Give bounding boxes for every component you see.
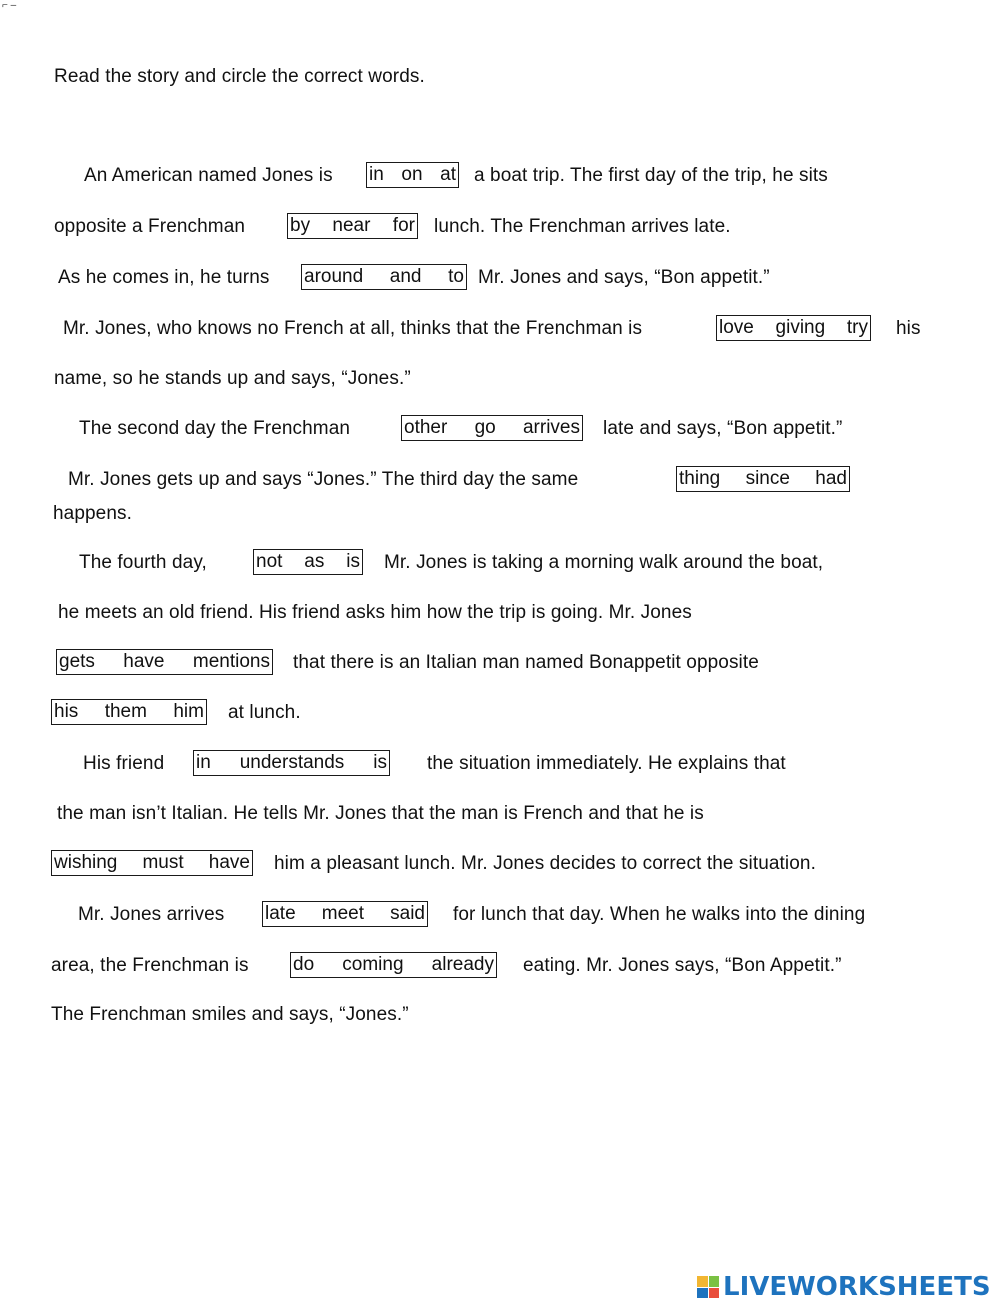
word-option[interactable]: at	[440, 163, 456, 185]
word-option[interactable]: thing	[679, 467, 721, 489]
story-text: name, so he stands up and says, “Jones.”	[54, 368, 411, 389]
story-text: him a pleasant lunch. Mr. Jones decides to correct the situation.	[274, 853, 816, 874]
word-option[interactable]: other	[404, 416, 448, 438]
story-text: area, the Frenchman is	[51, 955, 249, 976]
story-text: eating. Mr. Jones says, “Bon Appetit.”	[523, 955, 842, 976]
story-text: he meets an old friend. His friend asks him how the trip is going. Mr. Jones	[58, 602, 692, 623]
word-choice-box[interactable]	[262, 901, 428, 927]
word-choice-box[interactable]	[290, 952, 497, 978]
word-option[interactable]: go	[474, 416, 496, 438]
word-option[interactable]: do	[293, 953, 315, 975]
word-option[interactable]: have	[123, 650, 165, 672]
word-option[interactable]: love	[719, 316, 754, 338]
word-choice-box[interactable]	[51, 850, 253, 876]
story-text: His friend	[83, 753, 165, 774]
brand-name: LIVEWORKSHEETS	[723, 1272, 991, 1302]
word-option[interactable]: his	[54, 700, 79, 722]
story-text: that there is an Italian man named Bonappetit opposite	[293, 652, 759, 673]
word-option[interactable]: mentions	[192, 650, 270, 672]
story-text: The second day the Frenchman	[79, 418, 351, 439]
word-option[interactable]: coming	[342, 953, 404, 975]
story-text: at lunch.	[228, 702, 301, 723]
liveworksheets-icon	[697, 1276, 719, 1298]
word-option[interactable]: late	[265, 902, 296, 924]
word-choice-box[interactable]	[366, 162, 459, 188]
word-choice-box[interactable]	[56, 649, 273, 675]
word-option[interactable]: must	[142, 851, 184, 873]
word-option[interactable]: have	[208, 851, 250, 873]
story-text: Mr. Jones is taking a morning walk around the boat,	[384, 552, 824, 573]
story-text: happens.	[53, 503, 132, 524]
word-option[interactable]: giving	[775, 316, 826, 338]
word-option[interactable]: try	[846, 316, 868, 338]
word-option[interactable]: to	[448, 265, 464, 287]
word-option[interactable]: in	[196, 751, 211, 773]
word-option[interactable]: him	[173, 700, 204, 722]
story-text: Mr. Jones gets up and says “Jones.” The third day the same	[68, 469, 579, 490]
story-text: As he comes in, he turns	[58, 267, 270, 288]
word-option[interactable]: is	[346, 550, 360, 572]
story-text: for lunch that day. When he walks into the dining	[453, 904, 866, 925]
word-option[interactable]: for	[392, 214, 415, 236]
word-option[interactable]: and	[389, 265, 422, 287]
word-option[interactable]: since	[745, 467, 790, 489]
story-text: his	[896, 318, 921, 339]
word-option[interactable]: meet	[321, 902, 365, 924]
story-text: the situation immediately. He explains that	[427, 753, 786, 774]
story-text: An American named Jones is	[84, 165, 333, 186]
story-text: a boat trip. The first day of the trip, he sits	[474, 165, 828, 186]
word-choice-box[interactable]	[401, 415, 583, 441]
word-option[interactable]: as	[304, 550, 325, 572]
story-text: Mr. Jones, who knows no French at all, thinks that the Frenchman is	[63, 318, 643, 339]
word-option[interactable]: arrives	[522, 416, 580, 438]
word-option[interactable]: is	[373, 751, 387, 773]
instructions: Read the story and circle the correct words.	[54, 66, 425, 87]
word-choice-box[interactable]	[676, 466, 850, 492]
story-text: Mr. Jones and says, “Bon appetit.”	[478, 267, 770, 288]
story-text: the man isn’t Italian. He tells Mr. Jones that the man is French and that he is	[57, 803, 704, 824]
liveworksheets-logo	[697, 1272, 991, 1302]
word-option[interactable]: on	[401, 163, 423, 185]
word-option[interactable]: wishing	[54, 851, 118, 873]
word-choice-box[interactable]	[253, 549, 363, 575]
word-choice-box[interactable]	[287, 213, 418, 239]
word-option[interactable]: near	[332, 214, 371, 236]
story-text: lunch. The Frenchman arrives late.	[434, 216, 731, 237]
story-text: late and says, “Bon appetit.”	[603, 418, 843, 439]
word-option[interactable]: understands	[239, 751, 345, 773]
word-option[interactable]: around	[304, 265, 364, 287]
story-text: opposite a Frenchman	[54, 216, 246, 237]
word-option[interactable]: said	[390, 902, 425, 924]
story-text: The Frenchman smiles and says, “Jones.”	[51, 1004, 409, 1025]
word-option[interactable]: by	[290, 214, 311, 236]
word-choice-box[interactable]	[716, 315, 871, 341]
scan-mark: ⌐ ‒	[2, 0, 17, 11]
word-choice-box[interactable]	[193, 750, 390, 776]
word-option[interactable]: them	[104, 700, 147, 722]
word-option[interactable]: not	[256, 550, 283, 572]
word-option[interactable]: gets	[59, 650, 95, 672]
word-choice-box[interactable]	[301, 264, 467, 290]
word-option[interactable]: in	[369, 163, 384, 185]
story-text: Mr. Jones arrives	[78, 904, 225, 925]
word-choice-box[interactable]	[51, 699, 207, 725]
word-option[interactable]: had	[815, 467, 847, 489]
story-text: The fourth day,	[79, 552, 207, 573]
word-option[interactable]: already	[431, 953, 494, 975]
